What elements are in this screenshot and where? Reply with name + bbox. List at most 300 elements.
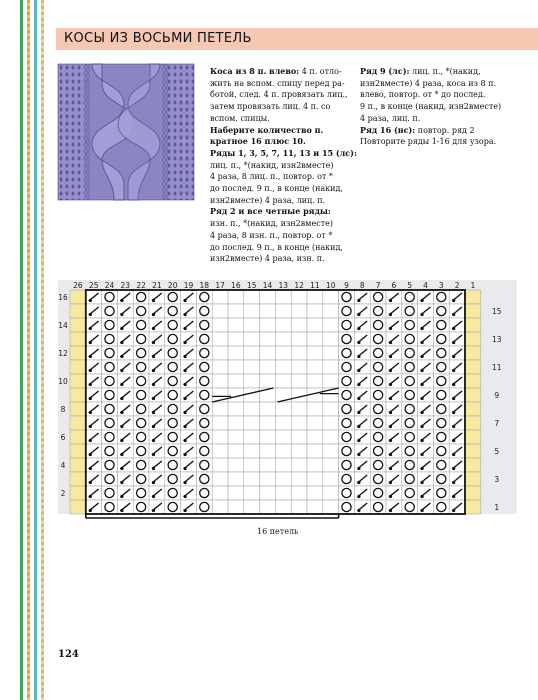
k2tog-dot — [357, 481, 360, 484]
row-number-right: 3 — [494, 475, 500, 484]
k2tog-dot — [120, 299, 123, 302]
k2tog-dot — [184, 313, 187, 316]
k2tog-dot — [452, 453, 455, 456]
chart-cell — [70, 290, 86, 304]
k2tog-dot — [152, 439, 155, 442]
chart-cell — [323, 486, 339, 500]
instruction-text: 4 п. отло- — [299, 67, 342, 76]
k2tog-dot — [452, 383, 455, 386]
k2tog-dot — [452, 425, 455, 428]
chart-cell — [291, 500, 307, 514]
instruction-heading: Ряд 2 и все четные ряды: — [210, 206, 331, 217]
chart-cell — [291, 318, 307, 332]
k2tog-dot — [184, 355, 187, 358]
chart-cell — [260, 416, 276, 430]
k2tog-dot — [184, 481, 187, 484]
instruction-line — [210, 230, 357, 242]
chart-cell — [244, 486, 260, 500]
chart-cell — [323, 416, 339, 430]
chart-cell — [307, 304, 323, 318]
k2tog-dot — [89, 355, 92, 358]
instruction-line — [360, 66, 501, 78]
k2tog-dot — [357, 425, 360, 428]
k2tog-dot — [452, 341, 455, 344]
chart-cell — [260, 304, 276, 318]
chart-cell — [228, 332, 244, 346]
k2tog-dot — [389, 341, 392, 344]
k2tog-dot — [357, 341, 360, 344]
instruction-line — [210, 148, 357, 160]
chart-cell — [275, 402, 291, 416]
instruction-line — [360, 113, 501, 125]
instruction-text: повтор. ряд 2 — [415, 125, 475, 135]
column-number: 20 — [167, 281, 178, 290]
chart-cell — [291, 472, 307, 486]
k2tog-dot — [357, 299, 360, 302]
instruction-text: затем провязать лиц. 4 п. со — [210, 102, 331, 112]
chart-cell — [291, 360, 307, 374]
k2tog-dot — [421, 411, 424, 414]
column-number: 4 — [423, 281, 428, 290]
k2tog-dot — [120, 509, 123, 512]
chart-cell — [228, 304, 244, 318]
k2tog-dot — [452, 369, 455, 372]
row-number-right: 15 — [492, 307, 502, 316]
k2tog-dot — [452, 397, 455, 400]
chart-cell — [323, 304, 339, 318]
instruction-text: лиц. п., *(накид, — [409, 67, 481, 76]
chart-cell — [291, 346, 307, 360]
chart-cell — [465, 374, 481, 388]
chart-cell — [465, 388, 481, 402]
row-number-right: 5 — [494, 447, 500, 456]
chart-cell — [212, 444, 228, 458]
k2tog-dot — [421, 383, 424, 386]
chart-cell — [291, 444, 307, 458]
k2tog-dot — [120, 439, 123, 442]
chart-cell — [275, 318, 291, 332]
k2tog-dot — [452, 327, 455, 330]
k2tog-dot — [421, 425, 424, 428]
k2tog-dot — [389, 299, 392, 302]
chart-cell — [465, 486, 481, 500]
k2tog-dot — [184, 383, 187, 386]
instruction-line — [210, 78, 357, 90]
k2tog-dot — [184, 467, 187, 470]
instruction-line — [210, 66, 357, 78]
chart-cell — [307, 444, 323, 458]
k2tog-dot — [89, 383, 92, 386]
chart-cell — [465, 360, 481, 374]
chart-cell — [465, 430, 481, 444]
chart-cell — [291, 304, 307, 318]
k2tog-dot — [357, 383, 360, 386]
chart-cell — [244, 416, 260, 430]
k2tog-dot — [357, 467, 360, 470]
chart-cell — [291, 430, 307, 444]
chart-cell — [323, 458, 339, 472]
row-number-left: 14 — [58, 321, 68, 330]
chart-cell — [465, 304, 481, 318]
k2tog-dot — [452, 411, 455, 414]
instruction-text: 4 раза, 8 лиц. п., повтор. от * — [210, 172, 333, 182]
column-number: 13 — [278, 281, 289, 290]
k2tog-dot — [184, 509, 187, 512]
chart-cell — [465, 444, 481, 458]
k2tog-dot — [120, 481, 123, 484]
chart-cell — [212, 360, 228, 374]
instruction-line — [210, 160, 357, 172]
decorative-cord-teal — [34, 0, 37, 700]
k2tog-dot — [389, 467, 392, 470]
chart-cell — [228, 346, 244, 360]
instructions-column-2 — [360, 66, 501, 148]
row-number-right: 1 — [494, 503, 500, 512]
k2tog-dot — [152, 369, 155, 372]
k2tog-dot — [421, 369, 424, 372]
chart-cell — [275, 360, 291, 374]
decorative-cord-green — [20, 0, 23, 700]
k2tog-dot — [184, 411, 187, 414]
chart-cell — [228, 458, 244, 472]
k2tog-dot — [357, 369, 360, 372]
k2tog-dot — [89, 341, 92, 344]
chart-cell — [228, 360, 244, 374]
instruction-text: до послед. 9 п., в конце (накид, — [210, 242, 343, 252]
k2tog-dot — [421, 467, 424, 470]
column-number: 26 — [73, 281, 83, 290]
chart-cell — [275, 290, 291, 304]
chart-cell — [212, 304, 228, 318]
chart-cell — [465, 346, 481, 360]
k2tog-dot — [120, 341, 123, 344]
column-number: 25 — [88, 281, 99, 290]
k2tog-dot — [421, 397, 424, 400]
chart-cell — [260, 290, 276, 304]
chart-cell — [244, 472, 260, 486]
chart-cell — [228, 486, 244, 500]
k2tog-dot — [452, 481, 455, 484]
instruction-line — [210, 183, 357, 195]
instruction-heading: Коса из 8 п. влево: — [210, 66, 300, 76]
k2tog-dot — [389, 411, 392, 414]
k2tog-dot — [357, 355, 360, 358]
decorative-cord-orange — [27, 0, 30, 700]
k2tog-dot — [89, 299, 92, 302]
chart-cell — [465, 332, 481, 346]
chart-cell — [70, 402, 86, 416]
column-number: 7 — [375, 281, 381, 290]
instruction-line — [360, 136, 501, 148]
chart-cell — [275, 500, 291, 514]
k2tog-dot — [152, 495, 155, 498]
instruction-text: ботой, след. 4 п. провязать лиц., — [210, 90, 348, 100]
chart-cell — [307, 346, 323, 360]
column-number: 22 — [136, 281, 146, 290]
chart-cell — [260, 472, 276, 486]
chart-cell — [307, 458, 323, 472]
chart-cell — [244, 500, 260, 514]
chart-cell — [228, 472, 244, 486]
chart-cell — [212, 318, 228, 332]
chart-cell — [275, 304, 291, 318]
chart-cell — [244, 374, 260, 388]
chart-cell — [275, 486, 291, 500]
instruction-line — [210, 113, 357, 125]
row-number-right: 13 — [492, 335, 502, 344]
instruction-line — [210, 101, 357, 113]
k2tog-dot — [120, 411, 123, 414]
instruction-line — [210, 125, 357, 137]
k2tog-dot — [120, 467, 123, 470]
chart-cell — [244, 332, 260, 346]
k2tog-dot — [89, 327, 92, 330]
row-number-left: 6 — [60, 433, 66, 442]
k2tog-dot — [389, 313, 392, 316]
k2tog-dot — [452, 355, 455, 358]
row-number-left: 8 — [60, 405, 66, 414]
instruction-text: влево, повтор. от * до послед. — [360, 90, 486, 100]
row-number-right: 11 — [492, 363, 502, 372]
column-number: 17 — [215, 281, 225, 290]
instruction-heading: Ряд 9 (лс): — [360, 66, 410, 76]
chart-cell — [291, 290, 307, 304]
k2tog-dot — [152, 411, 155, 414]
chart-cell — [275, 444, 291, 458]
k2tog-dot — [152, 327, 155, 330]
chart-cell — [244, 290, 260, 304]
column-number: 16 — [231, 281, 241, 290]
row-number-left: 16 — [58, 293, 68, 302]
k2tog-dot — [152, 383, 155, 386]
chart-cell — [212, 486, 228, 500]
k2tog-dot — [120, 495, 123, 498]
k2tog-dot — [389, 369, 392, 372]
k2tog-dot — [421, 439, 424, 442]
k2tog-dot — [152, 425, 155, 428]
column-number: 18 — [199, 281, 210, 290]
chart-cell — [323, 290, 339, 304]
k2tog-dot — [452, 439, 455, 442]
chart-cell — [212, 416, 228, 430]
row-number-left: 12 — [58, 349, 68, 358]
instruction-heading: Ряды 1, 3, 5, 7, 11, 13 и 15 (лс): — [210, 147, 357, 158]
instruction-text: 4 раза, 8 изн. п., повтор. от * — [210, 230, 333, 240]
k2tog-dot — [89, 313, 92, 316]
k2tog-dot — [184, 439, 187, 442]
chart-cell — [291, 416, 307, 430]
column-number: 12 — [294, 281, 304, 290]
k2tog-dot — [452, 509, 455, 512]
column-number: 14 — [262, 281, 273, 290]
k2tog-dot — [389, 453, 392, 456]
k2tog-dot — [89, 495, 92, 498]
instruction-line — [210, 171, 357, 183]
knitting-swatch-image — [58, 64, 194, 200]
chart-cell — [244, 318, 260, 332]
k2tog-dot — [89, 453, 92, 456]
chart-cell — [228, 290, 244, 304]
row-number-left: 2 — [60, 489, 66, 498]
chart-cell — [275, 430, 291, 444]
chart-cell — [228, 500, 244, 514]
chart-cell — [212, 500, 228, 514]
chart-cell — [275, 416, 291, 430]
chart-cell — [465, 458, 481, 472]
instruction-text: изн2вместе) 4 раза, коса из 8 п. — [360, 78, 496, 88]
instruction-text: изн2вместе) 4 раза, изн. п. — [210, 254, 325, 264]
instruction-line — [210, 242, 357, 254]
k2tog-dot — [120, 327, 123, 330]
chart-cell — [323, 444, 339, 458]
k2tog-dot — [452, 495, 455, 498]
column-number: 5 — [407, 281, 413, 290]
k2tog-dot — [89, 369, 92, 372]
k2tog-dot — [389, 425, 392, 428]
instruction-line — [360, 125, 501, 137]
chart-cell — [465, 472, 481, 486]
chart-cell — [260, 346, 276, 360]
chart-cell — [323, 472, 339, 486]
chart-cell — [212, 374, 228, 388]
instruction-line — [360, 78, 501, 90]
chart-cell — [307, 486, 323, 500]
k2tog-dot — [357, 495, 360, 498]
row-number-left: 4 — [60, 461, 66, 470]
k2tog-dot — [452, 313, 455, 316]
chart-cell — [70, 388, 86, 402]
k2tog-dot — [89, 481, 92, 484]
instruction-heading: Наберите количество п. — [210, 124, 324, 135]
chart-cell — [212, 332, 228, 346]
k2tog-dot — [120, 369, 123, 372]
chart-cell — [260, 430, 276, 444]
instruction-text: жить на вспом. спицу перед ра- — [210, 78, 345, 88]
column-number: 8 — [359, 281, 365, 290]
k2tog-dot — [389, 383, 392, 386]
chart-cell — [291, 374, 307, 388]
k2tog-dot — [184, 341, 187, 344]
k2tog-dot — [120, 313, 123, 316]
chart-cell — [70, 416, 86, 430]
column-number: 11 — [310, 281, 320, 290]
instruction-text: Повторите ряды 1-16 для узора. — [360, 137, 497, 147]
chart-cell — [212, 290, 228, 304]
k2tog-dot — [357, 439, 360, 442]
chart-cell — [260, 500, 276, 514]
chart-cell — [465, 416, 481, 430]
k2tog-dot — [89, 467, 92, 470]
chart-cell — [291, 486, 307, 500]
chart-cell — [307, 402, 323, 416]
k2tog-dot — [152, 397, 155, 400]
chart-cell — [307, 472, 323, 486]
k2tog-dot — [421, 313, 424, 316]
chart-cell — [212, 472, 228, 486]
column-number: 23 — [120, 281, 131, 290]
chart-cell — [307, 430, 323, 444]
instructions-column-1 — [210, 66, 357, 265]
chart-cell — [307, 360, 323, 374]
instruction-text: лиц. п., *(накид, изн2вместе) — [210, 160, 334, 170]
k2tog-dot — [421, 509, 424, 512]
chart-cell — [70, 486, 86, 500]
chart-cell — [70, 430, 86, 444]
k2tog-dot — [421, 481, 424, 484]
k2tog-dot — [184, 425, 187, 428]
k2tog-dot — [184, 369, 187, 372]
column-number: 1 — [470, 281, 476, 290]
chart-cell — [307, 332, 323, 346]
k2tog-dot — [184, 327, 187, 330]
chart-cell — [244, 304, 260, 318]
row-number-left: 10 — [58, 377, 68, 386]
instruction-text: до послед. 9 п., в конце (накид, — [210, 184, 343, 194]
k2tog-dot — [120, 383, 123, 386]
k2tog-dot — [389, 509, 392, 512]
k2tog-dot — [389, 481, 392, 484]
k2tog-dot — [184, 397, 187, 400]
chart-cell — [307, 318, 323, 332]
chart-cell — [70, 360, 86, 374]
chart-cell — [244, 444, 260, 458]
chart-cell — [212, 402, 228, 416]
chart-cell — [323, 332, 339, 346]
chart-cell — [275, 458, 291, 472]
column-number: 21 — [152, 281, 162, 290]
k2tog-dot — [152, 453, 155, 456]
chart-cell — [70, 374, 86, 388]
k2tog-dot — [421, 299, 424, 302]
k2tog-dot — [120, 397, 123, 400]
chart-cell — [465, 500, 481, 514]
chart-cell — [260, 374, 276, 388]
k2tog-dot — [421, 327, 424, 330]
chart-cell — [307, 290, 323, 304]
k2tog-dot — [357, 327, 360, 330]
chart-cell — [275, 472, 291, 486]
chart-cell — [70, 332, 86, 346]
instruction-line — [210, 195, 357, 207]
chart-cell — [70, 444, 86, 458]
k2tog-dot — [421, 453, 424, 456]
k2tog-dot — [152, 341, 155, 344]
chart-cell — [228, 374, 244, 388]
column-number: 6 — [391, 281, 397, 290]
k2tog-dot — [89, 411, 92, 414]
k2tog-dot — [389, 495, 392, 498]
chart-cell — [244, 458, 260, 472]
chart-cell — [228, 430, 244, 444]
k2tog-dot — [389, 355, 392, 358]
k2tog-dot — [452, 299, 455, 302]
chart-cell — [260, 458, 276, 472]
chart-cell — [228, 402, 244, 416]
chart-cell — [260, 332, 276, 346]
column-number: 3 — [438, 281, 444, 290]
chart-cell — [228, 444, 244, 458]
chart-cell — [307, 374, 323, 388]
chart-cell — [275, 374, 291, 388]
column-number: 24 — [104, 281, 115, 290]
chart-cell — [244, 388, 260, 402]
k2tog-dot — [421, 341, 424, 344]
column-number: 19 — [183, 281, 194, 290]
k2tog-dot — [152, 355, 155, 358]
instruction-line — [210, 218, 357, 230]
chart-cell — [244, 402, 260, 416]
instruction-heading: Ряд 16 (нс): — [360, 124, 416, 135]
